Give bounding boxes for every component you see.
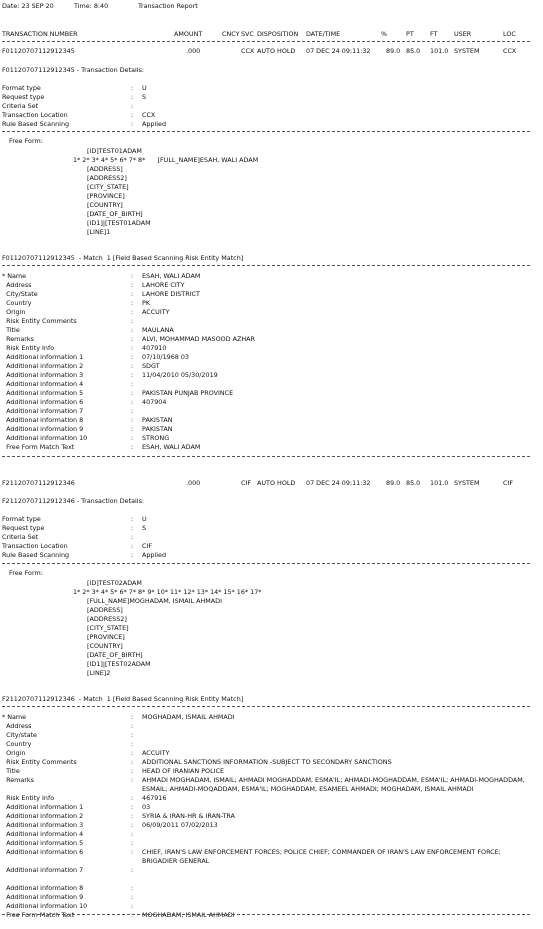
colon-separator: : [131,93,134,101]
divider [2,131,530,132]
match-row-key: Additional information 4 [2,830,84,838]
match-row-key: Additional information 9 [2,425,84,433]
free-form-line: [ID]TEST01ADAM [87,147,142,155]
colon-separator: : [131,443,134,451]
tx2-loc: CIF [503,479,514,487]
colon-separator: : [131,308,134,316]
col-percent: % [381,30,388,38]
colon-separator: : [131,713,134,721]
detail-row-value: CCX [142,111,156,119]
free-form-line: [DATE_OF_BIRTH] [87,651,143,659]
free-form-line: [LINE]1 [87,228,111,236]
match-row-value: 407910 [142,344,167,352]
colon-separator: : [131,812,134,820]
col-pt: PT [406,30,414,38]
report-time: Time: 8:40 [74,2,109,10]
match-row-value: LAHORE DISTRICT [142,290,200,298]
match-row-key: Additional information 8 [2,416,84,424]
match-row-value: ADDITIONAL SANCTIONS INFORMATION -SUBJECT TO SECONDARY SANCTIONS [142,758,392,766]
match-row-key: Additional information 2 [2,362,84,370]
colon-separator: : [131,398,134,406]
detail-row-key: Rule Based Scanning [2,120,70,128]
divider [2,456,530,457]
free-form-line: [PROVINCE] [87,633,125,641]
match-row-key: Additional information 3 [2,821,84,829]
free-form-line: [CITY_STATE] [87,183,129,191]
colon-separator: : [131,344,134,352]
match-row-key: Additional information 1 [2,803,84,811]
divider [2,265,530,266]
detail-row-value: Applied [142,551,167,559]
tx2-datetime: 07 DEC 24 09:11:32 [306,479,371,487]
match-row-value: ACCUITY [142,749,170,757]
colon-separator: : [131,371,134,379]
detail-row-key: Format type [2,515,41,523]
colon-separator: : [131,821,134,829]
tx2-user: SYSTEM [454,479,480,487]
match-row-key: Title [2,767,20,775]
match-row-key: City/State [2,290,38,298]
colon-separator: : [131,884,134,892]
match-row-key: Additional information 5 [2,389,84,397]
detail-row-key: Format type [2,84,41,92]
colon-separator: : [131,893,134,901]
match-row-value: CHIEF, IRAN'S LAW ENFORCEMENT FORCES; POLICE CHIEF; COMMANDER OF IRAN'S LAW ENFORCEMENT FORCE; BRIGADIER GENERAL [142,848,501,865]
match-row-key: Free Form Match Text [2,911,75,919]
col-transaction-number: TRANSACTION NUMBER [2,30,78,38]
match-row-key: Additional information 1 [2,353,84,361]
colon-separator: : [131,362,134,370]
match-row-key: Additional information 10 [2,902,88,910]
match-row-value: STRONG [142,434,170,442]
divider [2,563,530,564]
match-row-value: ESAH, WALI ADAM [142,443,201,451]
free-form-line: [ADDRESS] [87,606,123,614]
match-row-key: Additional information 2 [2,812,84,820]
col-loc: LOC [503,30,516,38]
match-row-key: Additional information 7 [2,407,84,415]
match-row-key: Origin [2,749,26,757]
colon-separator: : [131,839,134,847]
tx1-disposition: AUTO HOLD [257,47,296,55]
colon-separator: : [131,326,134,334]
free-form-line: [FULL_NAME]MOGHADAM, ISMAIL AHMADI [87,597,222,605]
colon-separator: : [131,407,134,415]
match-row-value: ALVI, MOHAMMAD MASOOD AZHAR [142,335,255,343]
match-row-value: AHMADI MOGHADAM, ISMAIL; AHMADI MOGHADDAM, ESMA'IL; AHMADI-MOGHADDAM, ESMA'IL; AHMADI-MOGHADDAM, ESMAIL; AHMADI-MOQADDAM, ESMA'IL; MOGHADDAM, ESAMEEL AHMADI; MOGHADAM, ISMAIL AHMADI [142,776,525,793]
detail-row-key: Transaction Location [2,111,68,119]
match-row-key: Origin [2,308,26,316]
colon-separator: : [131,102,134,110]
detail-row-key: Criteria Set [2,533,39,541]
detail-row-value: S [142,524,147,532]
colon-separator: : [131,120,134,128]
col-cncy: CNCY [222,30,240,38]
match-row-key: Risk Entity Info [2,794,55,802]
colon-separator: : [131,425,134,433]
tx2-ft: 101.0 [430,479,449,487]
tx2-amount: .000 [186,479,201,487]
free-form-line: [COUNTRY] [87,642,123,650]
detail-row-key: Criteria Set [2,102,39,110]
tx1-user: SYSTEM [454,47,480,55]
detail-row-value: U [142,84,147,92]
match-row-key: Country [2,740,32,748]
colon-separator: : [131,281,134,289]
detail-row-key: Transaction Location [2,542,68,550]
colon-separator: : [131,353,134,361]
match-row-key: Additional information 8 [2,884,84,892]
match-row-value: HEAD OF IRANIAN POLICE [142,767,225,775]
detail-row-key: Rule Based Scanning [2,551,70,559]
tx1-amount: .000 [186,47,201,55]
colon-separator: : [131,767,134,775]
match-row-value: 11/04/2010 05/30/2019 [142,371,218,379]
free-form-line: 1* 2* 3* 4* 5* 6* 7* 8* 9* 10* 11* 12* 13* 14* 15* 16* 17* [73,588,262,596]
free-form-line: 1* 2* 3* 4* 5* 6* 7* 8* [FULL_NAME]ESAH, WALI ADAM [73,156,259,164]
divider [2,914,530,915]
colon-separator: : [131,111,134,119]
tx1-ft: 101.0 [430,47,449,55]
report-date: Date: 23 SEP 20 [2,2,54,10]
report-title: Transaction Report [138,2,198,10]
free-form-line: [PROVINCE] [87,192,125,200]
free-form-line: [ID]TEST02ADAM [87,579,142,587]
match-row-value: 03 [142,803,151,811]
match-row-value: PK [142,299,151,307]
tx2-free-form-label: Free Form: [9,569,43,577]
match-row-key: Risk Entity Info [2,344,55,352]
match-row-value: PAKISTAN PUNJAB PROVINCE [142,389,234,397]
match-row-value: 06/09/2011 07/02/2013 [142,821,218,829]
tx1-svc: CCX [241,47,255,55]
divider [2,41,530,42]
colon-separator: : [131,749,134,757]
match-row-key: Additional information 6 [2,398,84,406]
match-row-key: Remarks [2,776,34,784]
col-svc: SVC [241,30,254,38]
match-row-key: Free Form Match Text [2,443,75,451]
col-ft: FT [430,30,438,38]
colon-separator: : [131,416,134,424]
match-row-value: SDGT [142,362,160,370]
divider [2,706,530,707]
match-row-key: Additional information 9 [2,893,84,901]
colon-separator: : [131,758,134,766]
detail-row-value: Applied [142,120,167,128]
colon-separator: : [131,731,134,739]
free-form-line: [COUNTRY] [87,201,123,209]
tx2-disposition: AUTO HOLD [257,479,296,487]
colon-separator: : [131,848,134,856]
colon-separator: : [131,380,134,388]
colon-separator: : [131,524,134,532]
detail-row-key: Request type [2,524,45,532]
detail-row-value: U [142,515,147,523]
match-row-value: MOGHADAM, ISMAIL AHMADI [142,713,235,721]
tx1-free-form-label: Free Form: [9,137,43,145]
colon-separator: : [131,317,134,325]
tx2-details-heading: F21120707112912346 - Transaction Details: [2,497,145,505]
col-datetime: DATE/TIME [306,30,341,38]
match-row-value: ESAH, WALI ADAM [142,272,201,280]
col-user: USER [454,30,472,38]
tx1-match-heading: F01120707112912345 - Match 1 [Field Based Scanning Risk Entity Match] [2,254,244,262]
colon-separator: : [131,272,134,280]
match-row-key: City/state [2,731,37,739]
free-form-line: [ID1]|[TEST02ADAM [87,660,151,668]
match-row-value: 07/10/1968 03 [142,353,189,361]
match-row-value: 467916 [142,794,167,802]
colon-separator: : [131,335,134,343]
tx2-svc: CIF [241,479,252,487]
match-row-key: Risk Entity Comments [2,758,77,766]
colon-separator: : [131,911,134,919]
tx1-number: F01120707112912345 [2,47,75,55]
colon-separator: : [131,299,134,307]
colon-separator: : [131,515,134,523]
colon-separator: : [131,866,134,874]
detail-row-value: CIF [142,542,153,550]
free-form-line: [DATE_OF_BIRTH] [87,210,143,218]
detail-row-key: Request type [2,93,45,101]
match-row-key: * Name [2,713,27,721]
match-row-key: * Name [2,272,27,280]
match-row-key: Risk Entity Comments [2,317,77,325]
match-row-value: 407904 [142,398,167,406]
match-row-key: Address [2,722,32,730]
tx1-percent: 89.0 [386,47,401,55]
colon-separator: : [131,830,134,838]
match-row-key: Country [2,299,32,307]
tx2-number: F21120707112912346 [2,479,75,487]
match-row-key: Additional information 3 [2,371,84,379]
colon-separator: : [131,434,134,442]
match-row-key: Address [2,281,32,289]
detail-row-value: S [142,93,147,101]
colon-separator: : [131,551,134,559]
colon-separator: : [131,776,134,784]
colon-separator: : [131,902,134,910]
tx1-loc: CCX [503,47,517,55]
match-row-key: Additional information 7 [2,866,84,874]
tx1-pt: 85.0 [406,47,421,55]
match-row-value: PAKISTAN [142,425,173,433]
tx2-match-heading: F21120707112912346 - Match 1 [Field Based Scanning Risk Entity Match] [2,695,244,703]
col-amount: AMOUNT [174,30,203,38]
colon-separator: : [131,803,134,811]
tx2-percent: 89.0 [386,479,401,487]
col-disposition: DISPOSITION [257,30,299,38]
tx1-datetime: 07 DEC 24 09:11:32 [306,47,371,55]
colon-separator: : [131,794,134,802]
colon-separator: : [131,290,134,298]
match-row-value: ACCUITY [142,308,170,316]
match-row-key: Additional information 10 [2,434,88,442]
match-row-value: MAULANA [142,326,174,334]
free-form-line: [ADDRESS2] [87,615,127,623]
colon-separator: : [131,533,134,541]
colon-separator: : [131,722,134,730]
free-form-line: [CITY_STATE] [87,624,129,632]
match-row-value: PAKISTAN [142,416,173,424]
free-form-line: [ADDRESS2] [87,174,127,182]
match-row-value: MOGHADAM, ISMAIL AHMADI [142,911,235,919]
match-row-key: Additional information 4 [2,380,84,388]
colon-separator: : [131,84,134,92]
colon-separator: : [131,389,134,397]
match-row-key: Title [2,326,20,334]
colon-separator: : [131,740,134,748]
match-row-key: Additional information 5 [2,839,84,847]
free-form-line: [ID1]|[TEST01ADAM [87,219,151,227]
colon-separator: : [131,542,134,550]
tx1-details-heading: F01120707112912345 - Transaction Details: [2,66,145,74]
match-row-key: Additional information 6 [2,848,84,856]
free-form-line: [ADDRESS] [87,165,123,173]
match-row-value: SYRIA & IRAN-HR & IRAN-TRA [142,812,235,820]
match-row-value: LAHORE CITY [142,281,185,289]
match-row-key: Remarks [2,335,34,343]
free-form-line: [LINE]2 [87,669,111,677]
tx2-pt: 85.0 [406,479,421,487]
